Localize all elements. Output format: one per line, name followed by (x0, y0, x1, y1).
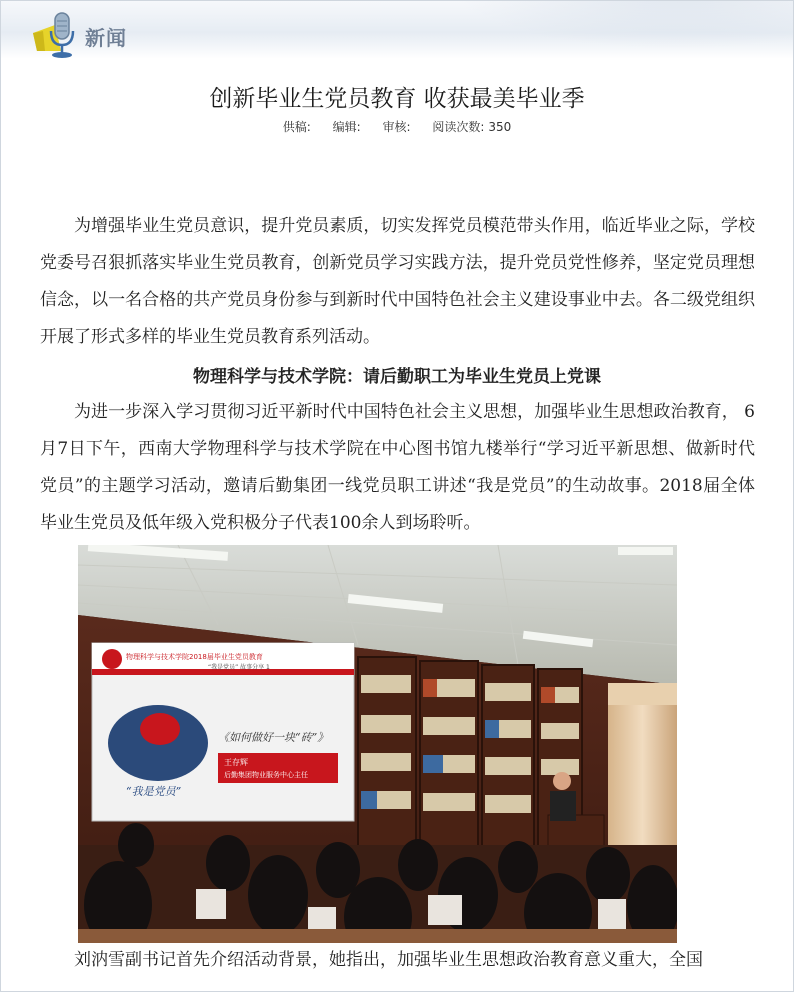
slide-caption: “我是党员” (126, 785, 182, 798)
slide-title: 《如何做好一块“砖”》 (218, 731, 329, 744)
article-meta (0, 118, 794, 135)
views-value: 350 (488, 120, 512, 134)
editor-label: 编辑: (332, 120, 361, 134)
section-title: 新闻 (85, 26, 127, 50)
reviewer-label: 审核: (382, 120, 411, 134)
microphone-icon (31, 11, 83, 59)
article-subheading: 物理科学与技术学院：请后勤职工为毕业生党员上党课 (193, 367, 601, 387)
article-title: 创新毕业生党员教育 收获最美毕业季 (209, 86, 585, 112)
slide-sub: “我是党员” 故事分享 1 (208, 664, 270, 671)
slide-role: 后勤集团物业服务中心主任 (224, 771, 308, 779)
event-photo (78, 545, 677, 943)
article-paragraph: 为增强毕业生党员意识，提升党员素质，切实发挥党员模范带头作用，临近毕业之际，学校党委号召狠抓落实毕业生党员教育，创新党员学习实践方法，提升党员党性修养，坚定党员理想信念，以一名合格的共产党员身份参与到新时代中国特色社会主义建设事业中去。各二级党组织开展了形式多样的毕业生党员教育系列活动。 (40, 216, 755, 347)
views-label: 阅读次数: (432, 120, 485, 134)
article-paragraph: 为进一步深入学习贯彻习近平新时代中国特色社会主义思想，加强毕业生思想政治教育， 6月7日下午，西南大学物理科学与技术学院在中心图书馆九楼举行“学习近平新思想、做新时代党员”的主题学习活动，邀请后勤集团一线党员职工讲述“我是党员”的生动故事。2018届全体毕业生党员及低年级入党积极分子代表100余人到场聆听。 (40, 402, 755, 533)
author-label: 供稿: (282, 120, 311, 134)
slide-header: 物理科学与技术学院2018届毕业生党员教育 (126, 653, 263, 661)
views-count (432, 120, 511, 134)
slide-name: 王存辉 (224, 758, 248, 767)
article-paragraph: 刘汭雪副书记首先介绍活动背景，她指出，加强毕业生思想政治教育意义重大，全国 (74, 950, 703, 970)
header-decoration (413, 1, 793, 59)
section-header (1, 1, 793, 59)
